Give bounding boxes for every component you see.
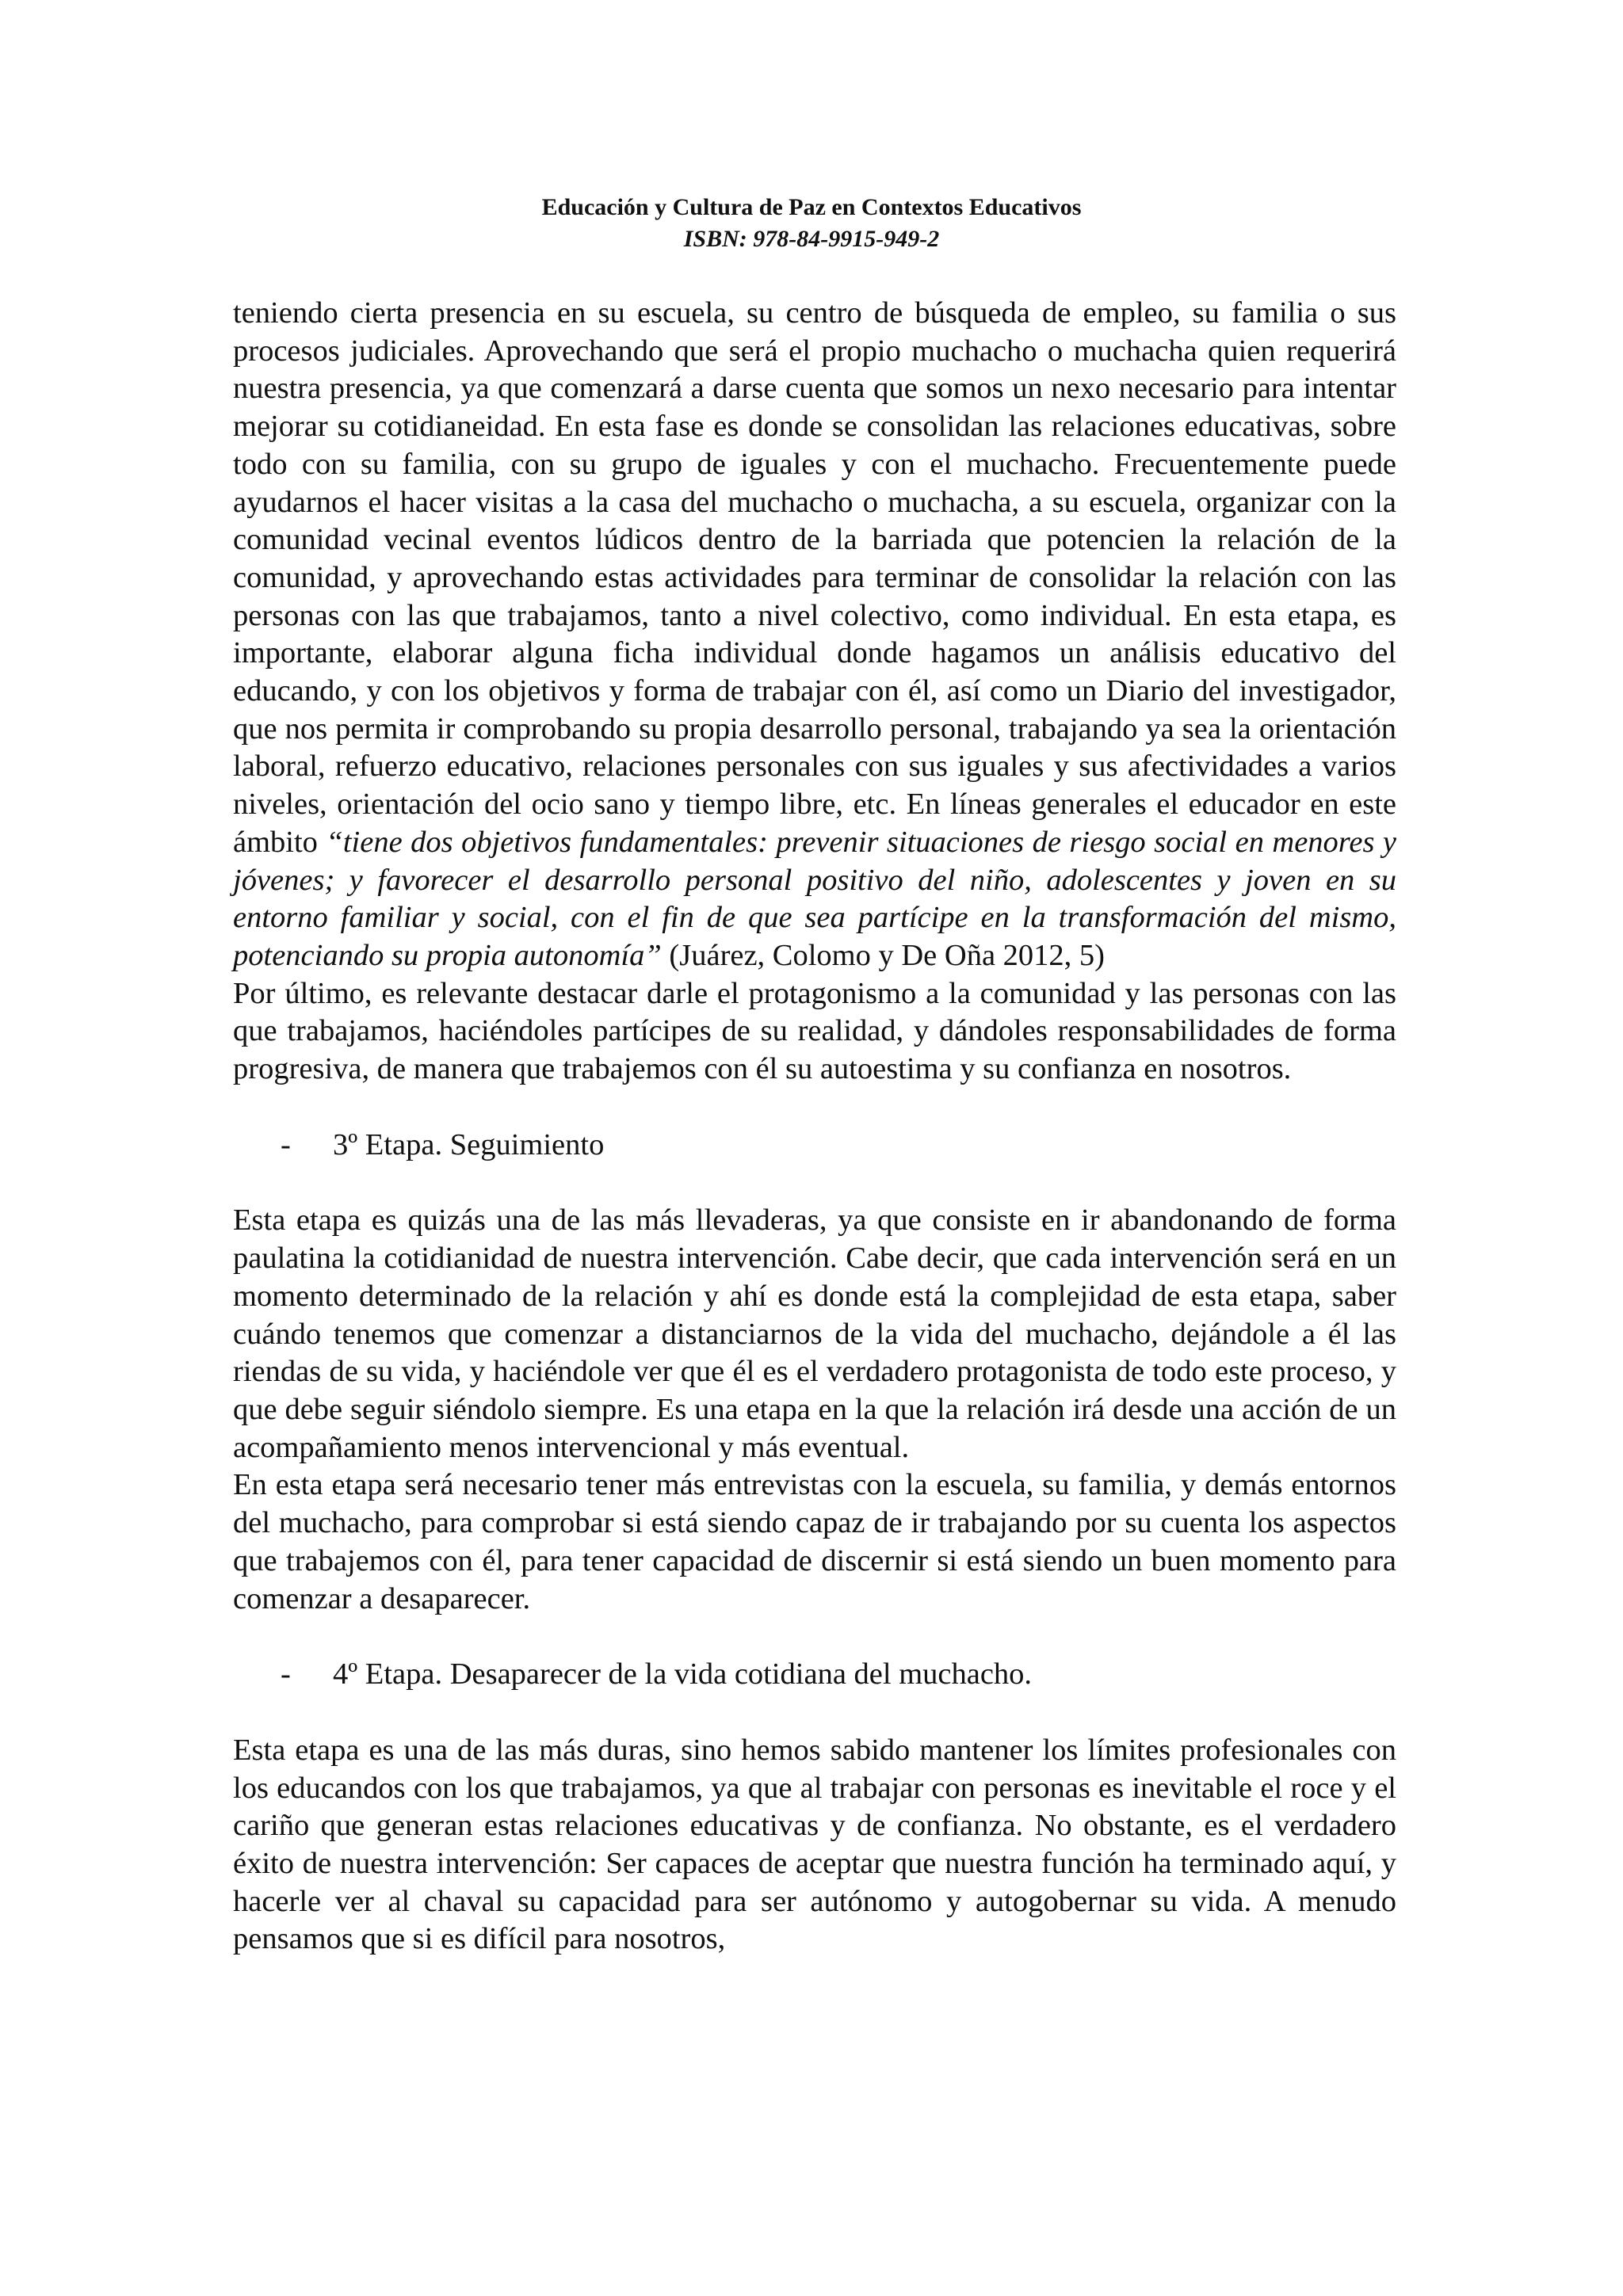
stage-3-heading-text: 3º Etapa. Seguimiento	[333, 1127, 605, 1161]
bullet-dash: -	[281, 1657, 291, 1691]
page-header	[0, 192, 1623, 255]
stage-3-heading	[233, 1127, 1396, 1165]
body-text	[233, 295, 1396, 1958]
paragraph-5: Esta etapa es una de las más duras, sino hemos sabido mantener los límites profesionales con los educandos con los que trabajamos, ya que al trabajar con personas es inevitable el roce y el cariño que generan estas relaciones educativas y de confianza. No obstante, es el verdadero éxito de nuestra intervención: Ser capaces de aceptar que nuestra función ha terminado aquí, y hacerle ver al chaval su capacidad para ser autónomo y autogobernar su vida. A menudo pensamos que si es difícil para nosotros,	[233, 1733, 1396, 1956]
paragraph-1	[233, 295, 1396, 975]
paragraph-4: En esta etapa será necesario tener más entrevistas con la escuela, su familia, y demás entornos del muchacho, para comprobar si está siendo capaz de ir trabajando por su cuenta los aspectos que trabajemos con él, para tener capacidad de discernir si está siendo un buen momento para comenzar a desaparecer.	[233, 1468, 1396, 1615]
bullet-dash: -	[281, 1127, 291, 1161]
stage-4-heading	[233, 1656, 1396, 1694]
header-isbn: ISBN: 978-84-9915-949-2	[683, 226, 940, 252]
paragraph-3: Esta etapa es quizás una de las más llevaderas, ya que consiste en ir abandonando de forma paulatina la cotidianidad de nuestra intervención. Cabe decir, que cada intervención será en un momento determinado de la relación y ahí es donde está la complejidad de esta etapa, saber cuándo tenemos que comenzar a distanciarnos de la vida del muchacho, dejándole a él las riendas de su vida, y haciéndole ver que él es el verdadero protagonista de todo este proceso, y que debe seguir siéndolo siempre. Es una etapa en la que la relación irá desde una acción de un acompañamiento menos intervencional y más eventual.	[233, 1203, 1396, 1464]
stage-4-heading-text: 4º Etapa. Desaparecer de la vida cotidiana del muchacho.	[333, 1657, 1033, 1691]
paragraph-2: Por último, es relevante destacar darle el protagonismo a la comunidad y las personas con las que trabajamos, haciéndoles partícipes de su realidad, y dándoles responsabilidades de forma progresiva, de manera que trabajemos con él su autoestima y su confianza en nosotros.	[233, 976, 1396, 1086]
paragraph-1-text: teniendo cierta presencia en su escuela, su centro de búsqueda de empleo, su familia o sus procesos judiciales. Aprovechando que será el propio muchacho o muchacha quien requerirá nuestra presencia, ya que comenzará a darse cuenta que somos un nexo necesario para intentar mejorar su cotidianeidad. En esta fase es donde se consolidan las relaciones educativas, sobre todo con su familia, con su grupo de iguales y con el muchacho. Frecuentemente puede ayudarnos el hacer visitas a la casa del muchacho o muchacha, a su escuela, organizar con la comunidad vecinal eventos lúdicos dentro de la barriada que potencien la relación de la comunidad, y aprovechando estas actividades para terminar de consolidar la relación con las personas con las que trabajamos, tanto a nivel colectivo, como individual. En esta etapa, es importante, elaborar alguna ficha individual donde hagamos un análisis educativo del educando, y con los objetivos y forma de trabajar con él, así como un Diario del investigador, que nos permita ir comprobando su propia desarrollo personal, trabajando ya sea la orientación laboral, refuerzo educativo, relaciones personales con sus iguales y sus afectividades a varios niveles, orientación del ocio sano y tiempo libre, etc. En líneas generales el educador en este ámbito	[233, 296, 1396, 859]
paragraph-1-quote: “tiene dos objetivos fundamentales: prevenir situaciones de riesgo social en menores y jóvenes; y favorecer el desarrollo personal positivo del niño, adolescentes y joven en su entorno familiar y social, con el fin de que sea partícipe en la transformación del mismo, potenciando su propia autonomía”	[233, 825, 1397, 972]
paragraph-1-citation: (Juárez, Colomo y De Oña 2012, 5)	[661, 938, 1105, 972]
header-title: Educación y Cultura de Paz en Contextos Educativos	[541, 194, 1082, 220]
